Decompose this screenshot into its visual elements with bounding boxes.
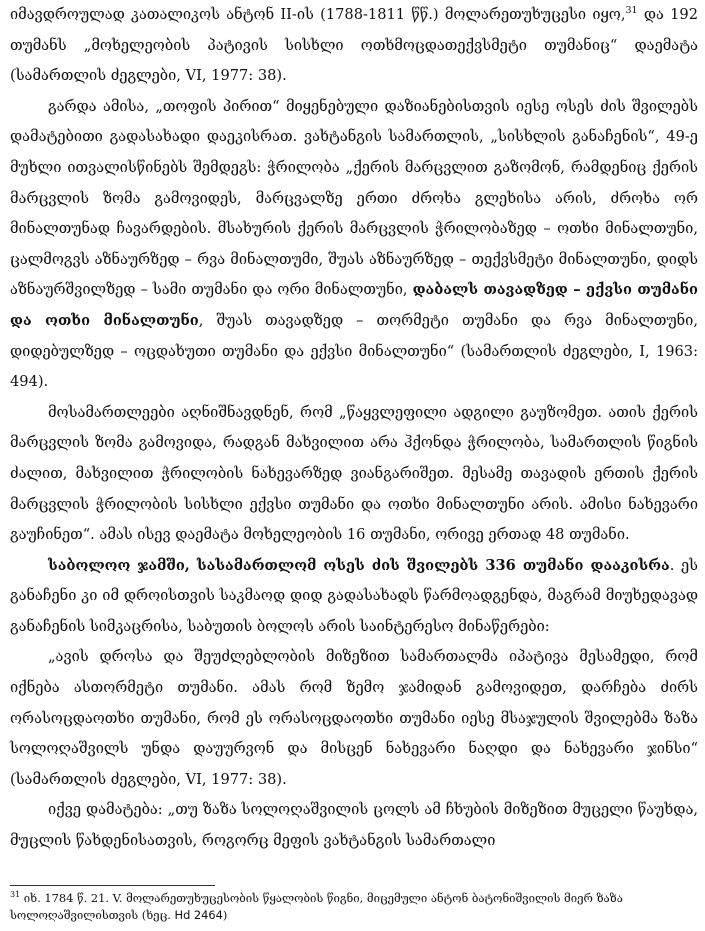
text-segment: იქვე დამატება: „თუ ზაზა სოლოღაშვილის ცოლს ამ ჩხუბის მიზეზით მუცელი წაუხდა, მუცლის წახდენისათვის, როგორც მეფის ვახტანგის სამართალი	[10, 801, 698, 850]
text-segment: და 192 თუმანს „მოხელეობის პატივის სისხლი ოთხმოცდათექვსმეტი თუმანიც“ დაემატა (სამართლის ძეგლები, VI, 1977: 38).	[10, 6, 698, 85]
paragraph	[10, 642, 698, 795]
footnote-reference: Hd 2464	[174, 908, 223, 922]
text-segment: . ეს განაჩენი კი იმ დროისთვის საკმაოდ დიდ გადასახადს წარმოადგენდა, მაგრამ მიუხედავად განაჩენის სიმკაცრისა, საბუთის ბოლოს არის საინტერესო მინაწერები:	[10, 556, 699, 635]
footnote-close: )	[222, 908, 228, 922]
body-text	[10, 0, 698, 857]
footnote	[10, 890, 698, 924]
footnote-number: 31	[10, 890, 21, 900]
paragraph	[10, 795, 698, 856]
document-page	[10, 0, 698, 857]
paragraph	[10, 0, 698, 92]
paragraph	[10, 551, 698, 643]
text-segment: გარდა ამისა, „თოფის პირით“ მიყენებული დაზიანებისთვის იესე ოსეს ძის შვილებს დამატებითი გადასახადი დაეკისრათ. ვახტანგის სამართლის, „სისხლის განაჩენის“, 49-ე მუხლი ითვალისწინებს შემდეგს: ჭრილობა „ქერის მარცვლით გაზომონ, რამდენიც ქერის მარცვლის ზომა გამოვიდეს, მარცვალზე ერთი ძროხა გლეხისა არის, ძროხა ორ მინალთუნად ჩავარდების. მსახურის ქერის მარცვლის ჭრილობაზედ – ოთხი მინალთუნი, ცალმოგვს აზნაურზედ – რვა მინალთუმი, შუას აზნაურზედ – თექვსმეტი მინალთუნი, დიდს აზნაურშვილზედ – სამი თუმანი და ორი მინალთუნი,	[10, 97, 698, 299]
text-segment: „ავის დროსა და შეუძლებლობის მიზეზით სამართალმა იპატივა მესამედი, რომ იქნება ასთორმეტი თუმანი. ამას რომ ზემო ჯამიდან გამოვიდეთ, დარჩება ძირს ორასოცდაოთხი თუმანი, რომ ეს ორასოცდაოთხი თუმანი იესე მსაჯულის შვილებმა ზაზა სოლოღაშვილს უნდა დაუურვონ და მისცენ ნახევარი ნაღდი და ნახევარი ჯინსი“ (სამართლის ძეგლები, VI, 1977: 38).	[10, 648, 698, 788]
bold-text: საბოლოო ჯამში, სასამართლომ ოსეს ძის შვილებს 336 თუმანი დააკისრა	[48, 556, 670, 574]
footnote-text: იხ. 1784 წ. 21. V. მოლარეთუხუცესობის წყალობის წიგნი, მიცემული ანტონ ბატონიშვილის მიერ ზაზა სოლოღაშვილისთვის (ხეც.	[10, 891, 623, 922]
footnote-reference-marker: 31	[625, 5, 638, 17]
text-segment: იმავდროულად კათალიკოს ანტონ II-ის (1788-1811 წწ.) მოლარეთუხუცესი იყო,	[10, 6, 626, 23]
bold-text: დაბალს თავადზედ – ექვსი თუმანი და ოთხი მინალთუნი	[10, 281, 698, 329]
paragraph	[10, 398, 698, 551]
footnote-divider	[10, 885, 215, 886]
text-segment: , შუას თავადზედ – თორმეტი თუმანი და რვა მინალთუნი, დიდებულზედ – ოცდახუთი თუმანი და ექვსი მინალთუნი“ (სამართლის ძეგლები, I, 1963: 494).	[10, 311, 698, 391]
text-segment: მოსამართლეები აღნიშნავდნენ, რომ „წაყვლეფილი ადგილი გაუზომეთ. ათის ქერის მარცვლის ზომა გამოვიდა, რადგან მახვილით არა ჰქონდა ჭრილობა, სამართლის წიგნის ძალით, მახვილით ჭრილობის ნახევარზედ ვიანგარიშეთ. მესამე თავადის ერთის ქერის მარცვლის ჭრილობის სისხლი ექვსი თუმანი და ოთხი მინალთუნი არის. ამისი ნახევარი გაუჩინეთ“. ამას ისევ დაემატა მოხელეობის 16 თუმანი, ორივე ერთად 48 თუმანი.	[10, 403, 698, 544]
paragraph	[10, 92, 698, 398]
